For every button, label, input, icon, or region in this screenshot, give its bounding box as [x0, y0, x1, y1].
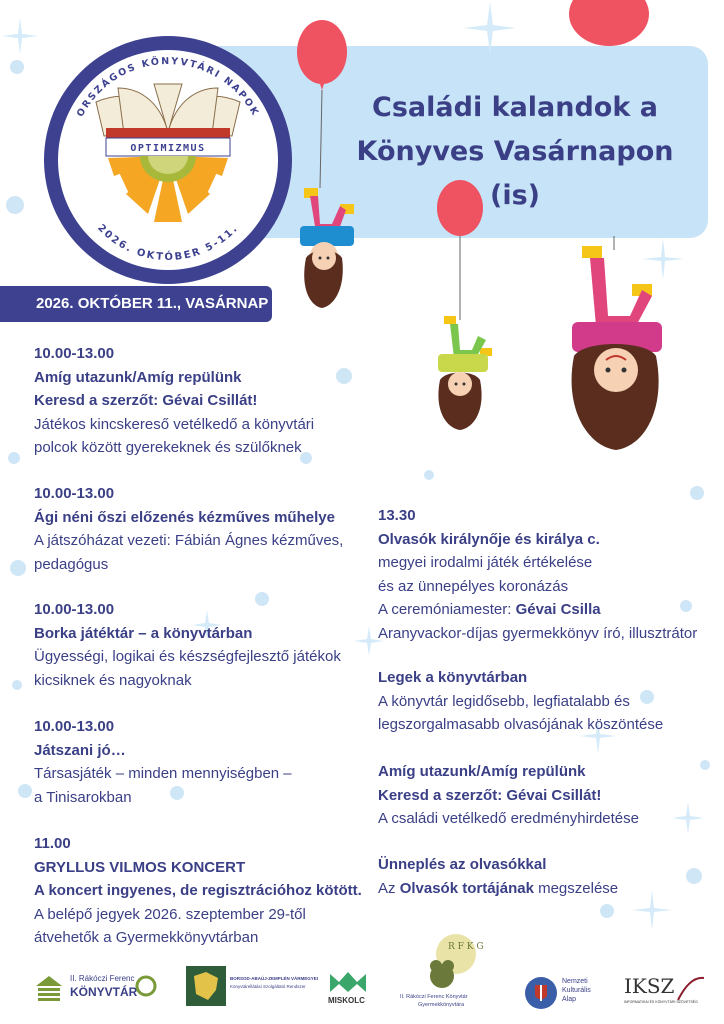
event-desc: Társasjáték – minden mennyiségben – [34, 765, 292, 782]
iksz-sub: INFORMATIKAI ÉS KÖNYVTÁRI SZÖVETSÉG [624, 1000, 698, 1004]
miskolc-m-icon [330, 968, 366, 992]
event-right-1 [378, 504, 697, 645]
event-title: Keresd a szerzőt: Gévai Csillát! [378, 786, 602, 804]
event-title: Olvasók királynője és királya c. [378, 530, 600, 548]
event-title: Ági néni őszi előzenés kézműves műhelye [34, 508, 335, 526]
decor-dot [700, 760, 710, 770]
event-desc: Aranyvackor-díjas gyermekkönyv író, illusztrátor [378, 624, 698, 642]
decor-dot [8, 452, 20, 464]
event-desc: kicsiknek és nagyoknak [34, 671, 192, 689]
event-desc: Ügyességi, logikai és készségfejlesztő játékok [34, 648, 341, 665]
event-desc-bold: Olvasók tortájának [399, 879, 534, 897]
nka-line-3: Alap [562, 996, 577, 1003]
footer-logo-gyermekkonyvtar [400, 928, 500, 1014]
event-time: 10.00-13.00 [34, 601, 115, 618]
logo-arc-bottom: 2026. OKTÓBER 5-11. [95, 222, 241, 264]
title-line-1: Családi kalandok a [372, 92, 658, 123]
event-desc: A családi vetélkedő eredményhirdetése [378, 810, 639, 827]
logo-arc-top: ORSZÁGOS KÖNYVTÁRI NAPOK [74, 55, 262, 119]
event-desc: A könyvtár legidősebb, legfiatalabb és [378, 692, 630, 710]
event-left-1 [34, 342, 314, 460]
event-title: Amíg utazunk/Amíg repülünk [34, 368, 242, 386]
nka-line-1: Nemzeti [562, 978, 588, 985]
event-left-4 [34, 715, 292, 809]
event-left-3 [34, 598, 341, 692]
event-title: Legek a könyvtárban [378, 669, 528, 686]
nka-line-2: Kulturális [562, 987, 591, 994]
event-time: 13.30 [378, 507, 416, 524]
event-right-3 [378, 760, 639, 831]
decor-dot [10, 60, 24, 74]
rfkg-letters: R F K G [448, 942, 484, 952]
decor-dot [336, 368, 352, 384]
balloon-kid-illustration-1 [280, 18, 370, 314]
decor-dot [10, 560, 26, 576]
date-banner: 2026. OKTÓBER 11., VASÁRNAP [0, 286, 272, 322]
event-time: 11.00 [34, 835, 71, 852]
event-desc: A belépő jegyek 2026. szeptember 29-től [34, 905, 306, 923]
event-desc: legszorgalmasabb olvasójának köszöntése [378, 716, 664, 733]
event-right-4 [378, 853, 618, 900]
ring-icon [134, 974, 158, 998]
decor-dot [6, 196, 24, 214]
balloon-icon [566, 0, 652, 48]
iksz-label: IKSZ [624, 974, 675, 998]
balloon-kid-illustration-2 [420, 180, 500, 440]
sparkle-icon [462, 0, 518, 56]
county-map-icon [186, 966, 226, 1006]
event-desc: A játszóházat vezeti: Fábián Ágnes kézműves, [34, 532, 344, 549]
event-time: 10.00-13.00 [34, 718, 115, 735]
title-line-2: Könyves Vasárnapon (is) [356, 136, 674, 211]
event-title: Játszani jó… [34, 741, 126, 759]
konyvtar-line-1: II. Rákóczi Ferenc [70, 974, 135, 983]
event-title: Ünneplés az olvasókkal [378, 856, 547, 873]
decor-dot [12, 680, 22, 690]
event-title: A koncert ingyenes, de regisztrációhoz kötött. [34, 882, 362, 899]
sparkle-icon [0, 16, 40, 56]
gyk-line-1: II. Rákóczi Ferenc Könyvtár [400, 994, 468, 1000]
borsod-line-1: BORSOD-ABAÚJ-ZEMPLÉN VÁRMEGYEI [230, 976, 319, 981]
teddy-bear-icon [418, 932, 482, 990]
event-desc: megyei irodalmi játék értékelése [378, 554, 593, 571]
sparkle-icon [670, 800, 706, 836]
sparkle-icon [630, 888, 674, 932]
event-right-2 [378, 666, 663, 737]
event-title: Amíg utazunk/Amíg repülünk [378, 763, 586, 780]
event-desc: a Tinisarokban [34, 788, 132, 806]
event-left-5 [34, 832, 362, 950]
decor-dot [686, 868, 702, 884]
svg-text:2026. OKTÓBER 5-11. [95, 223, 241, 263]
footer-logo-konyvtar [34, 968, 158, 1008]
page-title [330, 86, 700, 218]
library-emblem-icon [34, 972, 64, 1002]
iksz-swoosh-icon [676, 974, 706, 1002]
event-title: GRYLLUS VILMOS KONCERT [34, 858, 246, 876]
event-desc: pedagógus [34, 555, 109, 573]
decor-dot [424, 470, 434, 480]
footer-logo-miskolc [326, 968, 372, 1008]
event-desc [378, 877, 618, 901]
event-title: Borka játéktár – a könyvtárban [34, 624, 253, 642]
miskolc-label: MISKOLC [328, 996, 365, 1005]
event-desc-text: Az [378, 879, 400, 897]
event-desc: polcok között gyerekeknek és szülőknek [34, 439, 302, 456]
footer-logo-borsod [186, 964, 319, 1010]
event-desc-text: megszelése [533, 879, 619, 897]
coat-of-arms-icon [524, 976, 558, 1010]
event-time: 10.00-13.00 [34, 345, 115, 362]
event-desc [378, 598, 697, 622]
konyvtar-line-2: KÖNYVTÁR [70, 985, 138, 999]
event-desc: átvehetők a Gyermekkönyvtárban [34, 929, 259, 946]
event-desc-name: Gévai Csilla [515, 601, 601, 618]
event-left-2 [34, 482, 343, 576]
event-title: Keresd a szerzőt: Gévai Csillát! [34, 392, 258, 409]
event-desc: Játékos kincskereső vetélkedő a könyvtári [34, 415, 315, 433]
decor-dot [600, 904, 614, 918]
logo-motto: OPTIMIZMUS [130, 143, 206, 154]
footer-logo-iksz [624, 972, 714, 1012]
balloon-kid-illustration-3 [556, 236, 676, 456]
event-desc: és az ünnepélyes koronázás [378, 577, 569, 595]
borsod-line-2: Könyvtárellátási Szolgáltató Rendszer [230, 984, 306, 989]
gyk-line-2: Gyermekkönyvtára [418, 1002, 465, 1008]
event-desc-text: A ceremóniamester: [378, 601, 516, 618]
footer-logo-nka [524, 976, 604, 1014]
decor-dot [18, 784, 32, 798]
decor-dot [690, 486, 704, 500]
event-logo-art [44, 36, 292, 284]
event-time: 10.00-13.00 [34, 485, 115, 502]
